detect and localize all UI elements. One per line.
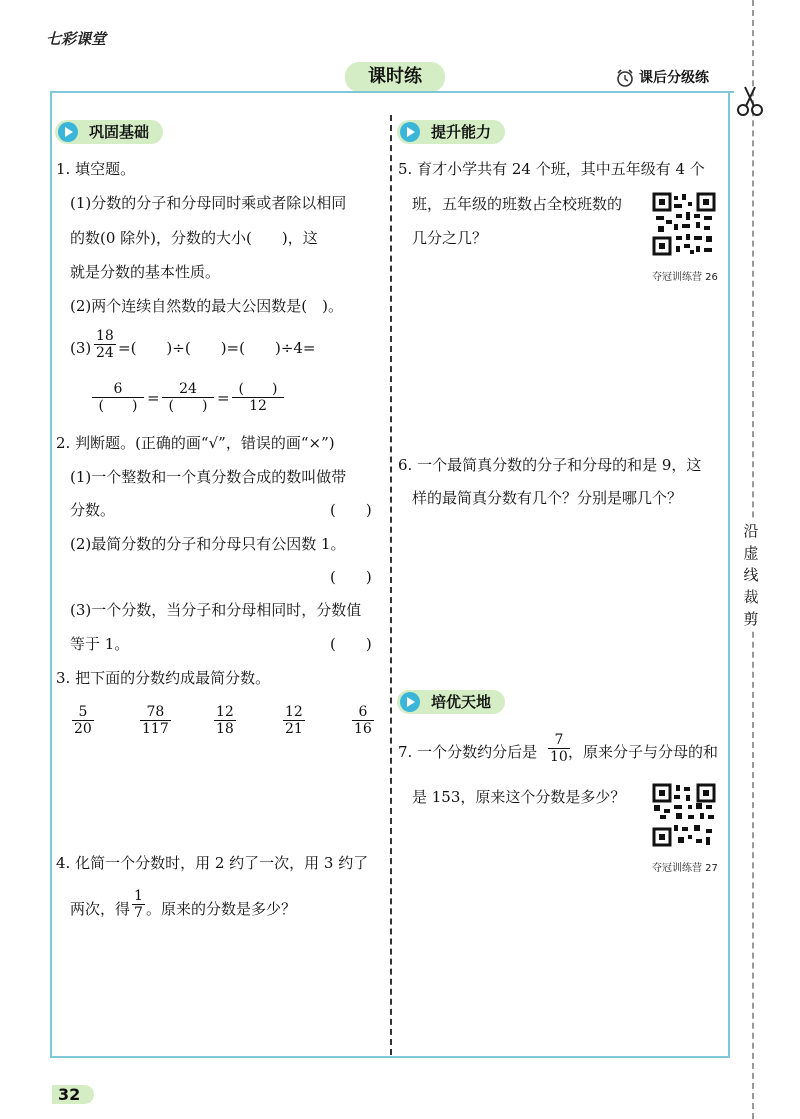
denominator: 16 [354,721,372,737]
fraction-1-7 [132,888,145,921]
denominator: 18 [216,721,234,737]
alarm-clock-icon [615,68,635,88]
question-1-2: (2)两个连续自然数的最大公因数是( )。 [70,297,343,315]
equals-sign: = [217,389,230,407]
fraction-item [283,704,305,737]
cut-char: 剪 [743,610,759,628]
section-improve [397,120,505,144]
tier-label [615,67,709,88]
question-4-line2-pre: 两次，得 [70,900,131,918]
scissors-icon [735,84,765,118]
denominator: 7 [134,905,143,921]
cut-char: 线 [743,566,759,584]
denominator: ( ) [98,398,138,414]
question-4-line2-post: 。原来的分数是多少？ [146,900,297,918]
denominator: 24 [96,345,114,361]
page-number: 32 [52,1085,94,1104]
question-2-3-line1: (3)一个分数，当分子和分母相同时，分数值 [70,601,362,619]
tier-text: 课后分级练 [639,70,709,86]
column-divider [390,115,392,1055]
denominator: 21 [285,721,303,737]
numerator: 1 [134,888,143,904]
numerator: 24 [162,381,214,398]
question-2-2: (2)最简分数的分子和分母只有公因数 1。 [70,535,346,553]
question-2-1-line2: 分数。 [70,501,116,519]
qr-caption: 夺冠训练营 26 [652,272,718,283]
question-2: 2. 判断题。(正确的画“√”，错误的画“×”) [56,434,335,452]
question-1-3-equation: =( )÷( )=( )÷4= [118,339,316,357]
fraction-item [140,704,171,737]
section-basic-label: 巩固基础 [89,123,150,141]
answer-paren: ( ) [330,635,372,653]
denominator: 10 [550,749,568,765]
play-icon [400,692,420,712]
section-basic [55,120,163,144]
numerator: ( ) [232,381,284,398]
cut-char: 虚 [743,544,759,562]
denominator: 12 [249,398,267,414]
question-5-line2: 班，五年级的班数占全校班数的 [412,195,623,213]
numerator: 6 [92,381,144,398]
play-icon [58,122,78,142]
fraction-7-10 [548,732,570,765]
question-7-line1-post: ，原来分子与分母的和 [568,743,719,761]
cut-char: 裁 [743,588,759,606]
cut-instruction [738,520,764,630]
question-2-3-line2: 等于 1。 [70,635,130,653]
denominator: 20 [74,721,92,737]
fraction-item [352,704,374,737]
question-1-1-line3: 就是分数的基本性质。 [70,263,221,281]
question-4-line1: 4. 化简一个分数时，用 2 约了一次，用 3 约了 [56,854,369,872]
numerator: 6 [352,704,374,721]
fraction-blank-12 [232,381,284,414]
brand-logo: 七彩课堂 [46,30,107,48]
question-1-1-line2: 的数(0 除外)，分数的大小( )，这 [70,229,318,247]
question-1-3-prefix: (3) [70,339,92,357]
answer-paren: ( ) [330,568,372,586]
page-title: 课时练 [345,62,445,92]
question-5-line1: 5. 育才小学共有 24 个班，其中五年级有 4 个 [398,160,705,178]
numerator: 12 [216,704,234,720]
numerator: 18 [96,328,114,344]
fraction-item [72,704,94,737]
fraction-24-blank [162,381,214,414]
section-advanced-label: 培优天地 [431,693,492,711]
denominator: ( ) [168,398,208,414]
play-icon [400,122,420,142]
fraction-6-blank [92,381,144,414]
qr-code-icon[interactable] [652,783,716,847]
numerator: 78 [140,704,171,721]
question-7-line1-pre: 7. 一个分数约分后是 [398,743,538,761]
answer-paren: ( ) [330,501,372,519]
question-1-1-line1: (1)分数的分子和分母同时乘或者除以相同 [70,194,347,212]
fraction-item [214,704,236,737]
numerator: 7 [548,732,570,749]
question-6-line2: 样的最简真分数有几个？分别是哪几个？ [412,489,683,507]
numerator: 12 [285,704,303,720]
qr-code-icon[interactable] [652,192,716,256]
section-improve-label: 提升能力 [431,123,492,141]
numerator: 5 [72,704,94,721]
question-3: 3. 把下面的分数约成最简分数。 [56,669,271,687]
qr-caption: 夺冠训练营 27 [652,863,718,874]
equals-sign: = [147,389,160,407]
question-1: 1. 填空题。 [56,160,136,178]
fraction-18-24 [94,328,116,361]
question-2-1-line1: (1)一个整数和一个真分数合成的数叫做带 [70,468,347,486]
cut-char: 沿 [743,522,759,540]
denominator: 117 [142,721,169,737]
question-5-line3: 几分之几？ [412,229,488,247]
question-7-line2: 是 153，原来这个分数是多少？ [412,788,626,806]
section-advanced [397,690,505,714]
question-6-line1: 6. 一个最简真分数的分子和分母的和是 9，这 [398,456,702,474]
